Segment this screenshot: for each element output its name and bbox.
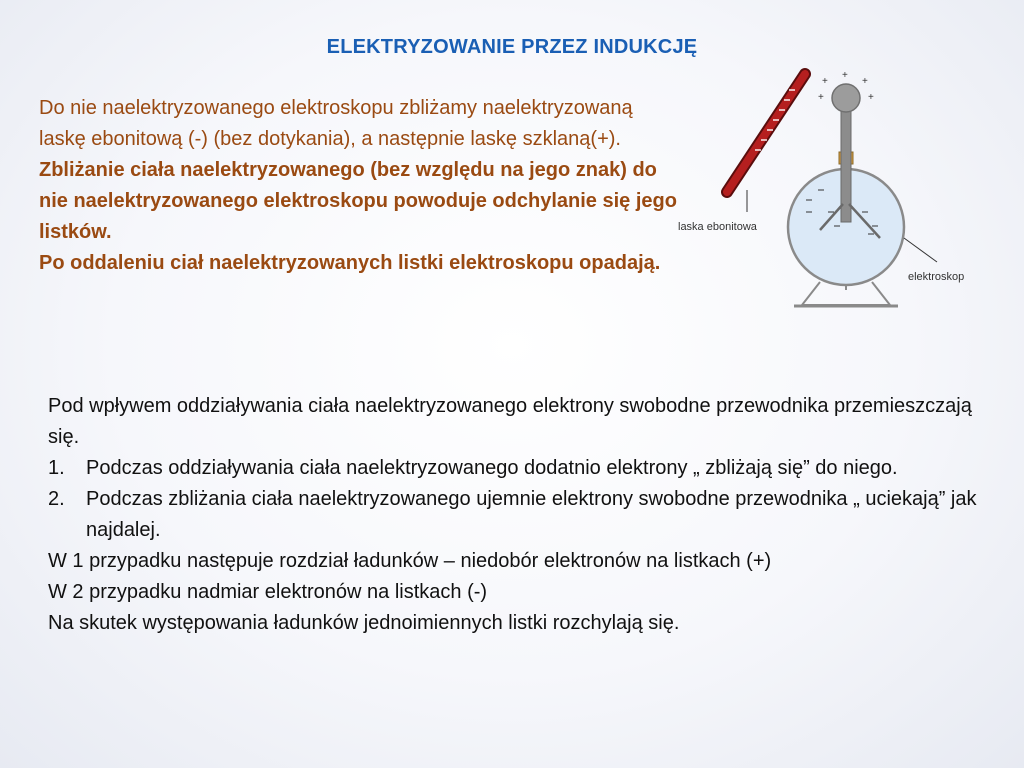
intro-normal: Do nie naelektryzowanego elektroskopu zbliżamy naelektryzowaną laskę ebonitową (-) (bez dotykania), a następnie laskę szklaną(+). [39,97,633,150]
list-item [48,453,988,484]
intro-text [39,93,679,279]
intro-bold-1: Zbliżanie ciała naelektryzowanego (bez względu na jego znak) do nie naelektryzowanego elektroskopu powoduje odchylanie się jego listków. [39,159,677,243]
svg-text:+: + [822,76,828,87]
explanation-list [48,453,988,546]
list-item-number: 2. [48,488,65,510]
electroscope-diagram [672,62,992,322]
svg-text:+: + [818,92,824,103]
ebonite-rod-fill [727,74,805,192]
slide-title: ELEKTRYZOWANIE PRZEZ INDUKCJĘ [326,36,698,58]
svg-text:+: + [862,76,868,87]
list-item-text: Podczas oddziaływania ciała naelektryzowanego dodatnio elektrony „ zbliżają się” do niego. [86,457,898,479]
intro-bold-2: Po oddaleniu ciał naelektryzowanych listki elektroskopu opadają. [39,252,661,274]
electroscope-label: elektroskop [908,271,965,283]
conclusion-line: Na skutek występowania ładunków jednoimiennych listki rozchylają się. [48,612,680,634]
list-item-number: 1. [48,457,65,479]
case-2-line: W 2 przypadku nadmiar elektronów na listkach (-) [48,581,488,603]
rod-label: laska ebonitowa [678,221,757,233]
list-item-text: Podczas zbliżania ciała naelektryzowanego ujemnie elektrony swobodne przewodnika „ uciekają” jak najdalej. [86,488,977,541]
list-item [48,484,988,546]
case-1-line: W 1 przypadku następuje rozdział ładunków – niedobór elektronów na listkach (+) [48,550,772,572]
explanation-lead: Pod wpływem oddziaływania ciała naelektryzowanego elektrony swobodne przewodnika przemieszczają się. [48,395,972,448]
explanation-text [48,391,988,639]
svg-text:+: + [868,92,874,103]
electroscope-ball [832,84,860,112]
svg-text:+: + [842,70,848,81]
